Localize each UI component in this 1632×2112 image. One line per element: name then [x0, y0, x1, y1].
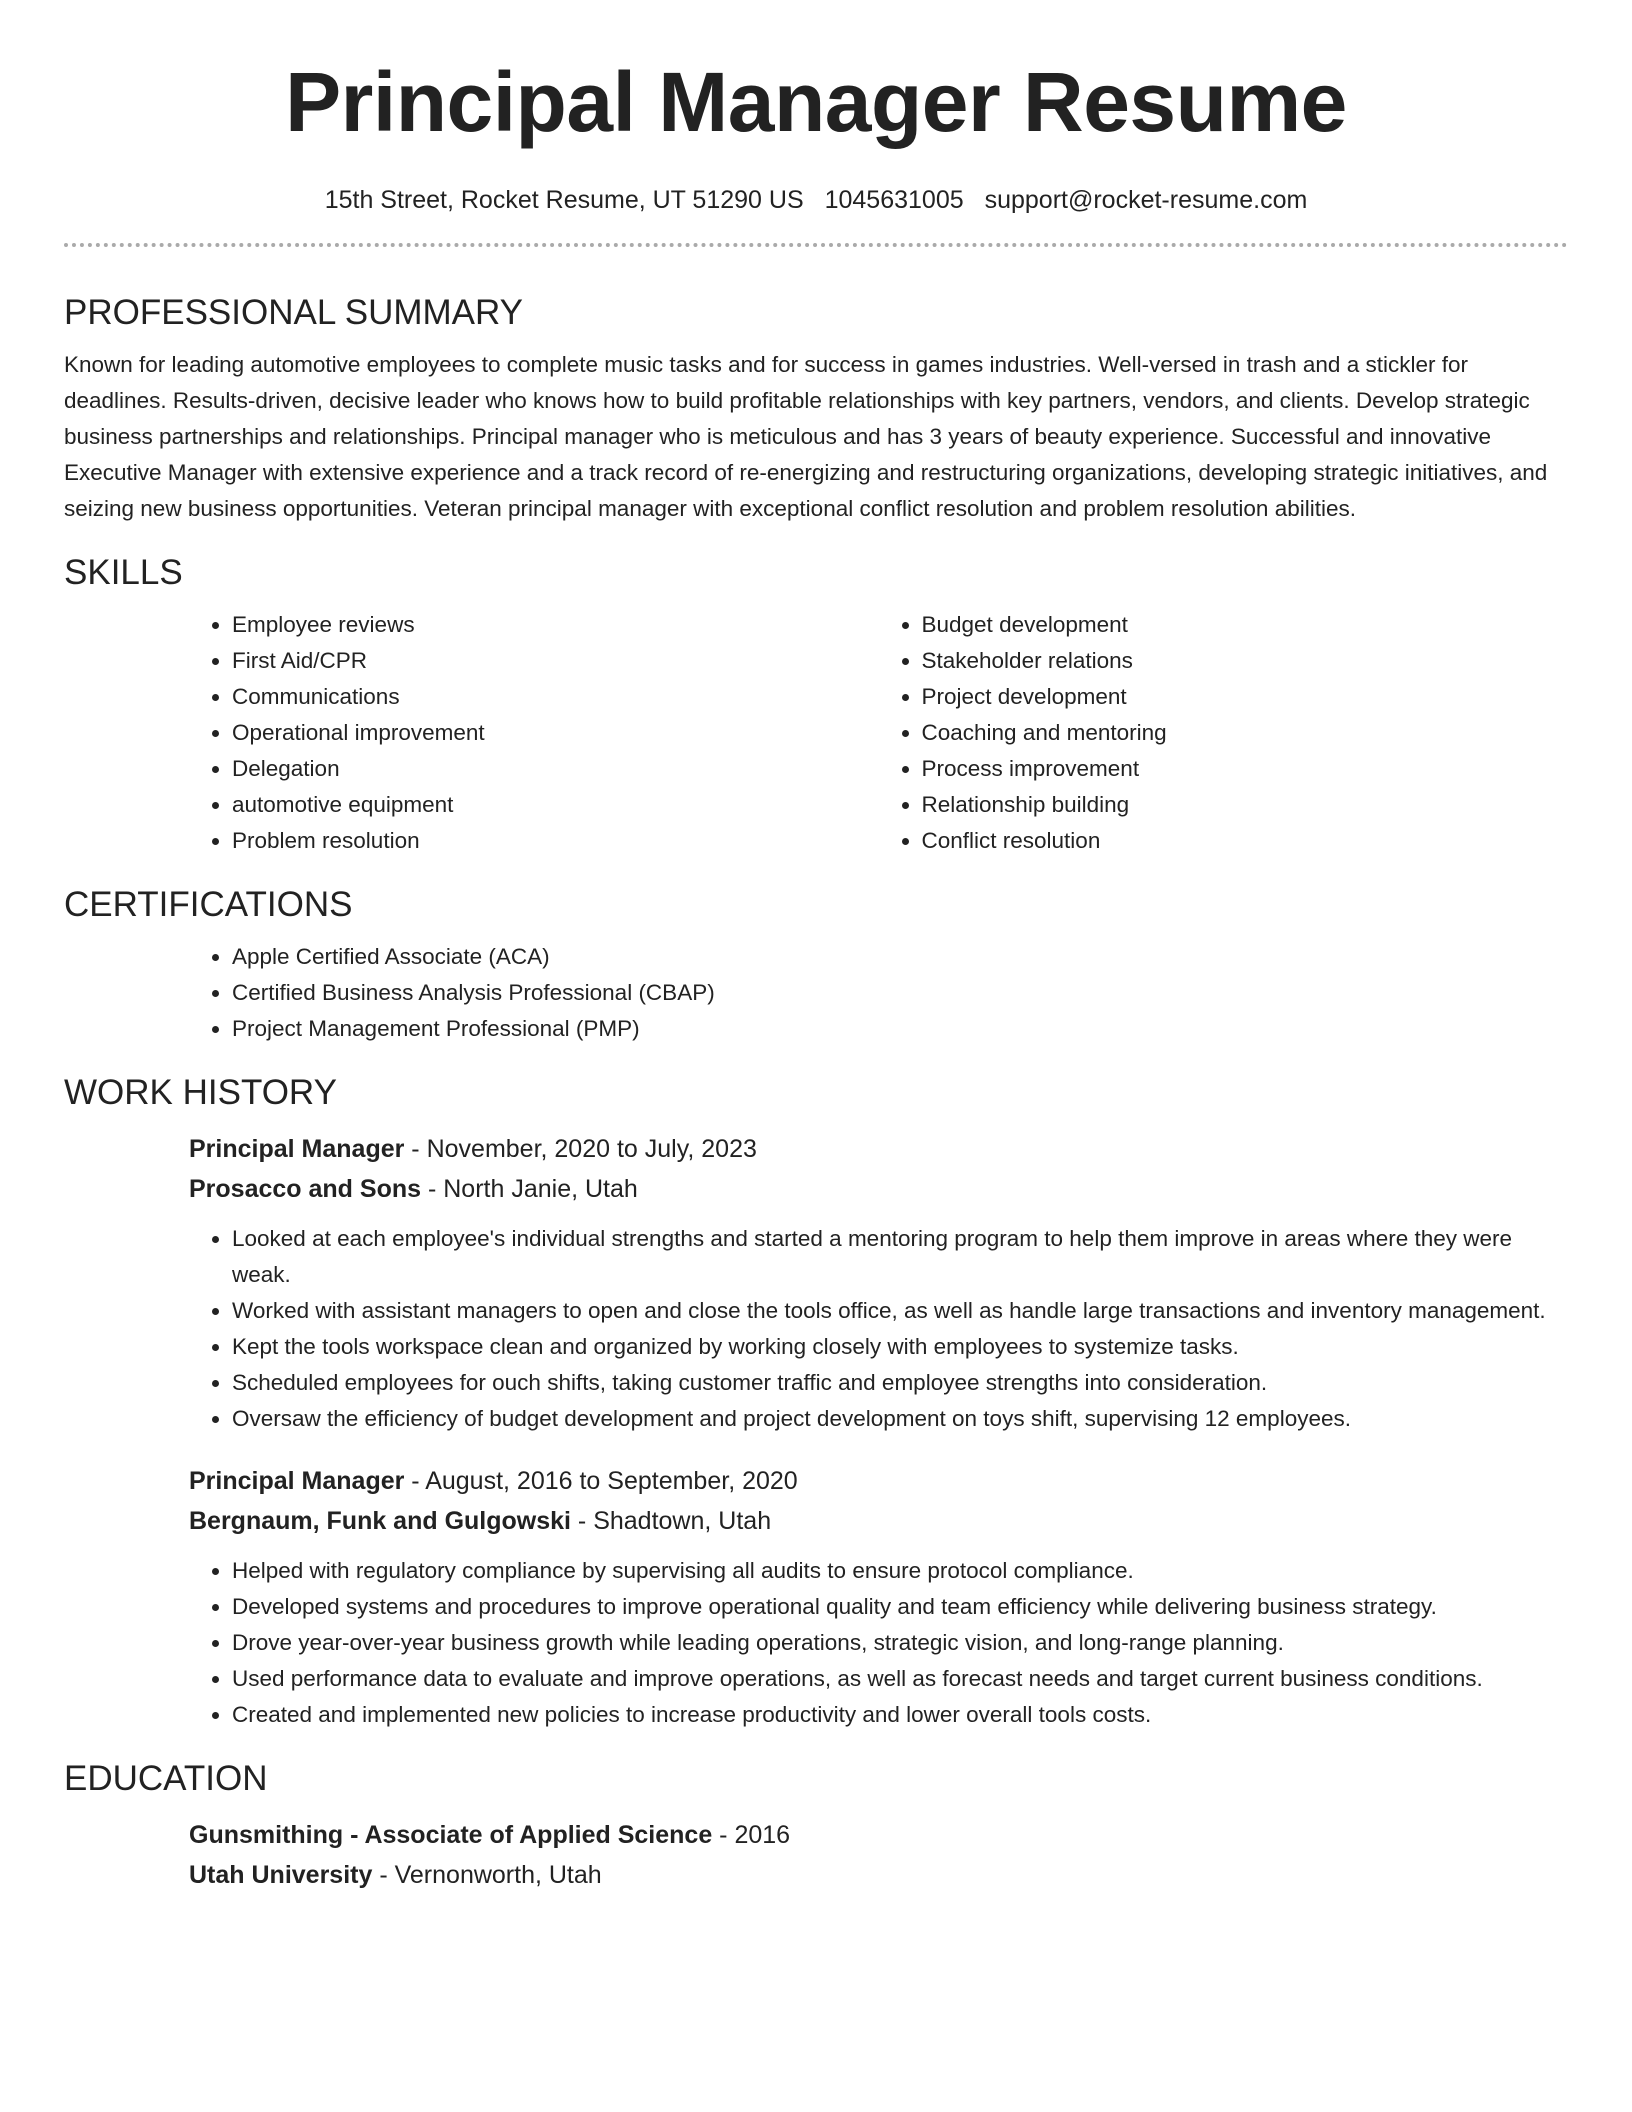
summary-text: Known for leading automotive employees to complete music tasks and for success in games industries. Well-versed in trash and a stickler for deadlines. Results-driven, decisive leader who knows how to build profitable relationships with key partners, vendors, and clients. Develop strategic business partnerships and relationships. Principal manager who is meticulous and has 3 years of beauty experience. Successful and innovative Executive Manager with extensive experience and a track record of re-energizing and restructuring organizations, developing strategic initiatives, and seizing new business opportunities. Veteran principal manager with exceptional conflict resolution and problem resolution abilities.: [64, 352, 1548, 521]
education-degree-line: [189, 1815, 1568, 1855]
job-company-line: [189, 1501, 1568, 1541]
job-entry: [189, 1129, 1568, 1437]
certification-item: • Project Management Professional (PMP): [232, 1011, 1568, 1047]
education-school-line: [189, 1855, 1568, 1895]
job-title-line: [189, 1461, 1568, 1501]
job-location: - Shadtown, Utah: [570, 1507, 772, 1535]
education-location: - Vernonworth, Utah: [372, 1861, 602, 1889]
job-bullet: • Scheduled employees for ouch shifts, taking customer traffic and employee strengths into consideration.: [232, 1365, 1568, 1401]
job-company: Bergnaum, Funk and Gulgowski: [189, 1507, 571, 1535]
skill-item: • Communications: [232, 679, 879, 715]
job-bullet: • Worked with assistant managers to open and close the tools office, as well as handle large transactions and inventory management.: [232, 1293, 1568, 1329]
skill-item: • Process improvement: [922, 751, 1569, 787]
job-bullet: • Created and implemented new policies to increase productivity and lower overall tools costs.: [232, 1697, 1568, 1733]
job-bullet: • Looked at each employee's individual strengths and started a mentoring program to help them improve in areas where they were weak.: [232, 1221, 1568, 1293]
skills-columns: [189, 607, 1568, 859]
job-bullet: • Drove year-over-year business growth while leading operations, strategic vision, and long-range planning.: [232, 1625, 1568, 1661]
skill-item: • Operational improvement: [232, 715, 879, 751]
education-entry: [189, 1815, 1568, 1895]
job-bullets: [189, 1553, 1568, 1733]
job-location: - North Janie, Utah: [421, 1175, 638, 1203]
skill-item: • Stakeholder relations: [922, 643, 1569, 679]
skill-item: • Coaching and mentoring: [922, 715, 1569, 751]
skill-item: • automotive equipment: [232, 787, 879, 823]
certification-item: • Apple Certified Associate (ACA): [232, 939, 1568, 975]
job-company: Prosacco and Sons: [189, 1175, 422, 1203]
skill-item: • Problem resolution: [232, 823, 879, 859]
work-history-heading: WORK HISTORY: [64, 1073, 337, 1112]
skill-item: • Conflict resolution: [922, 823, 1569, 859]
contact-address: 15th Street, Rocket Resume, UT 51290 US: [324, 186, 804, 214]
contact-line: [64, 186, 1568, 215]
job-bullets: [189, 1221, 1568, 1437]
skills-list-right: [879, 607, 1569, 859]
skill-item: • Delegation: [232, 751, 879, 787]
skill-item: • Employee reviews: [232, 607, 879, 643]
skill-item: • Project development: [922, 679, 1569, 715]
job-dates: - August, 2016 to September, 2020: [404, 1467, 798, 1495]
job-bullet: • Used performance data to evaluate and improve operations, as well as forecast needs and target current business conditions.: [232, 1661, 1568, 1697]
education-school: Utah University: [189, 1861, 373, 1889]
header-divider: [64, 243, 1568, 247]
education-heading: EDUCATION: [64, 1759, 268, 1798]
job-role: Principal Manager: [189, 1135, 405, 1163]
job-title-line: [189, 1129, 1568, 1169]
skills-heading: SKILLS: [64, 553, 183, 592]
job-bullet: • Developed systems and procedures to improve operational quality and team efficiency while delivering business strategy.: [232, 1589, 1568, 1625]
skill-item: • Budget development: [922, 607, 1569, 643]
job-bullet: • Helped with regulatory compliance by supervising all audits to ensure protocol compliance.: [232, 1553, 1568, 1589]
skill-item: • Relationship building: [922, 787, 1569, 823]
job-bullet: • Oversaw the efficiency of budget development and project development on toys shift, supervising 12 employees.: [232, 1401, 1568, 1437]
certifications-heading: CERTIFICATIONS: [64, 885, 353, 924]
job-entry: [189, 1461, 1568, 1733]
skill-item: • First Aid/CPR: [232, 643, 879, 679]
contact-phone: 1045631005: [824, 186, 964, 214]
education-year: - 2016: [712, 1821, 791, 1849]
education-degree: Gunsmithing - Associate of Applied Science: [189, 1821, 713, 1849]
certification-item: • Certified Business Analysis Professional (CBAP): [232, 975, 1568, 1011]
summary-heading: PROFESSIONAL SUMMARY: [64, 293, 523, 332]
skills-list-left: [189, 607, 879, 859]
job-role: Principal Manager: [189, 1467, 405, 1495]
job-company-line: [189, 1169, 1568, 1209]
resume-title: Principal Manager Resume: [285, 55, 1347, 149]
certifications-list: [189, 939, 1568, 1047]
contact-email: support@rocket-resume.com: [984, 186, 1308, 214]
job-bullet: • Kept the tools workspace clean and organized by working closely with employees to systemize tasks.: [232, 1329, 1568, 1365]
job-dates: - November, 2020 to July, 2023: [404, 1135, 757, 1163]
